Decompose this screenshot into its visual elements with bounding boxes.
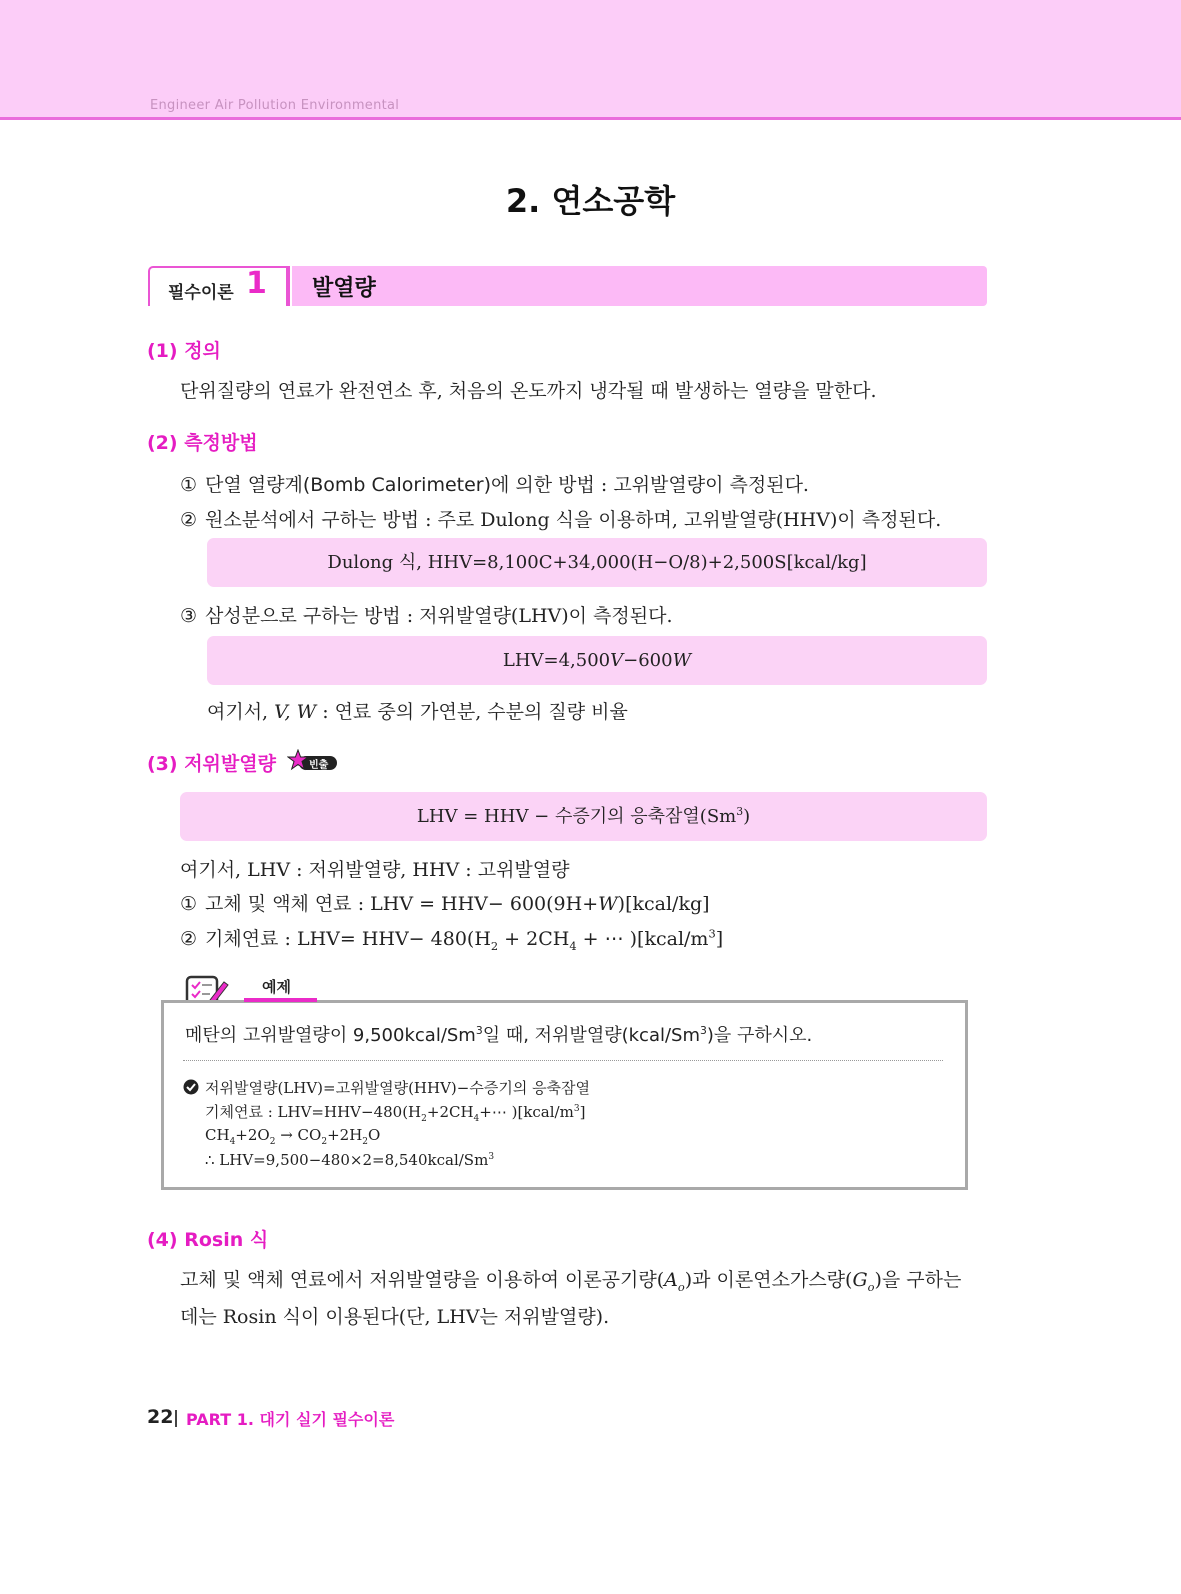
formula-sup: 3 — [736, 805, 744, 818]
formula-var-w: W — [598, 893, 618, 915]
question-sup: 3 — [475, 1024, 483, 1037]
answer-part: : LHV=HHV−480(H — [262, 1103, 422, 1121]
section-separator — [286, 266, 290, 306]
formula-part: : LHV= HHV− 480(H — [278, 928, 491, 950]
note-part: : 연료 중의 가연분, 수분의 질량 비율 — [316, 701, 628, 723]
rosin-text-1 — [180, 1265, 961, 1292]
answer-sub: 2 — [321, 1137, 328, 1147]
text-part: )을 구하는 — [874, 1269, 962, 1291]
example-label-underline — [244, 998, 317, 1002]
formula-part: ) — [743, 806, 751, 827]
item-label: 기체연료 — [205, 928, 279, 950]
section-title: 발열량 — [312, 276, 376, 301]
formula-part: + 2CH — [498, 928, 570, 950]
item-text: : 고위발열량이 측정된다. — [594, 474, 809, 496]
formula-part: LHV=4,500 — [502, 650, 611, 671]
heading-rosin: (4) Rosin 식 — [147, 1229, 269, 1251]
answer-part: 수증기의 응축잠열 — [469, 1079, 591, 1097]
measurement-item-1 — [180, 470, 809, 497]
answer-part: CH — [205, 1126, 230, 1144]
item-number: ① — [180, 893, 198, 915]
formula-part: −600 — [623, 650, 673, 671]
item-number: ② — [180, 928, 198, 950]
answer-sub: 2 — [421, 1114, 427, 1124]
formula-sub: 2 — [490, 938, 499, 953]
answer-sub: 2 — [269, 1137, 276, 1147]
section-title-bar — [292, 266, 987, 306]
footer-separator — [175, 1410, 177, 1427]
item-label: 원소분석에서 구하는 방법 — [205, 509, 420, 531]
formula-var-w: W — [672, 650, 692, 671]
header-divider — [0, 117, 1181, 120]
answer-sup: 3 — [573, 1104, 580, 1114]
section-label: 필수이론 — [168, 283, 234, 303]
heading-definition: (1) 정의 — [147, 340, 221, 362]
example-divider — [183, 1060, 943, 1061]
question-part: 메탄의 고위발열량이 9,500kcal/Sm — [185, 1025, 476, 1046]
question-sup: 3 — [700, 1024, 707, 1037]
running-title: Engineer Air Pollution Environmental — [150, 98, 400, 113]
answer-part: 고위발열량 — [335, 1079, 409, 1097]
answer-part: +2H — [327, 1126, 363, 1144]
lhv-item-1 — [180, 889, 710, 916]
answer-line-2 — [205, 1101, 585, 1122]
formula-sub: 4 — [569, 938, 577, 953]
note-vars: V, W — [274, 701, 317, 723]
item-label: 단열 열량계(Bomb Calorimeter)에 의한 방법 — [205, 474, 595, 496]
heading-measurement: (2) 측정방법 — [147, 432, 258, 454]
formula-sup: 3 — [708, 926, 716, 941]
formula-part: : LHV = HHV− 600(9H+ — [351, 893, 599, 915]
answer-part: 기체연료 — [205, 1103, 263, 1121]
section-number: 1 — [246, 266, 267, 301]
answer-part: +⋯ )[kcal/m — [479, 1103, 574, 1121]
example-label: 예제 — [262, 978, 291, 996]
note-part: 여기서, — [207, 701, 275, 723]
footer-part-title: PART 1. 대기 실기 필수이론 — [186, 1410, 395, 1429]
answer-line-4 — [205, 1151, 494, 1169]
answer-sup: 3 — [488, 1152, 495, 1162]
text-part: )과 이론연소가스량( — [684, 1269, 853, 1291]
dulong-formula: Dulong 식, HHV=8,100C+34,000(H−O/8)+2,500S[kcal/kg] — [207, 538, 987, 587]
lhv-item-2 — [180, 924, 723, 951]
answer-sub: 4 — [229, 1137, 236, 1147]
frequent-badge-label: 빈출 — [309, 760, 329, 771]
measurement-item-2 — [180, 505, 941, 532]
lhv-three-component-formula — [207, 636, 987, 685]
formula-part: LHV = HHV − 수증기의 응축잠열(Sm — [416, 806, 737, 827]
item-label: 고체 및 액체 연료 — [205, 893, 352, 915]
item-label: 삼성분으로 구하는 방법 — [205, 605, 401, 627]
item-text: : 주로 Dulong 식을 이용하며, 고위발열량(HHV)이 측정된다. — [419, 509, 942, 531]
chapter-title: 2. 연소공학 — [505, 182, 676, 220]
var-sub: o — [677, 1279, 685, 1294]
answer-line-1 — [183, 1077, 590, 1098]
answer-sub: 4 — [473, 1114, 480, 1124]
answer-part: ∴ LHV=9,500−480×2=8,540kcal/Sm — [205, 1151, 489, 1169]
answer-part: +2O — [235, 1126, 270, 1144]
answer-part: O — [368, 1126, 381, 1144]
item-text: : 저위발열량(LHV)이 측정된다. — [400, 605, 673, 627]
heading-lhv: (3) 저위발열량 — [147, 753, 276, 775]
answer-part: 저위발열량 — [205, 1079, 278, 1097]
item-number: ③ — [180, 605, 198, 627]
formula-part: ] — [715, 928, 724, 950]
var-go: G — [852, 1269, 868, 1291]
example-question — [185, 1021, 812, 1047]
answer-part: (LHV)= — [277, 1079, 336, 1097]
lhv-main-formula — [180, 792, 987, 841]
formula-part: + ⋯ )[kcal/m — [576, 928, 709, 950]
answer-part: +2CH — [426, 1103, 474, 1121]
item-number: ② — [180, 509, 198, 531]
var-sub: o — [867, 1279, 875, 1294]
rosin-text-2: 데는 Rosin 식이 이용된다(단, LHV는 저위발열량). — [180, 1306, 610, 1328]
lhv-where: 여기서, LHV : 저위발열량, HHV : 고위발열량 — [180, 859, 570, 881]
answer-part: (HHV)− — [408, 1079, 470, 1097]
definition-text: 단위질량의 연료가 완전연소 후, 처음의 온도까지 냉각될 때 발생하는 열량을 말한다. — [180, 380, 877, 402]
formula-var-v: V — [610, 650, 624, 671]
question-part: 일 때, 저위발열량(kcal/Sm — [482, 1025, 700, 1046]
answer-part: ] — [579, 1103, 586, 1121]
answer-part: → CO — [275, 1126, 322, 1144]
answer-sub: 2 — [362, 1137, 369, 1147]
frequent-badge — [287, 749, 339, 773]
var-ao: A — [664, 1269, 678, 1291]
formula-part: )[kcal/kg] — [617, 893, 710, 915]
text-part: 고체 및 액체 연료에서 저위발열량을 이용하여 이론공기량( — [180, 1269, 665, 1291]
answer-line-3 — [205, 1126, 381, 1147]
page-number: 22 — [147, 1406, 174, 1428]
variable-note — [207, 697, 628, 724]
measurement-item-3 — [180, 601, 673, 628]
item-number: ① — [180, 474, 198, 496]
check-icon — [183, 1079, 199, 1095]
question-part: )을 구하시오. — [706, 1025, 813, 1046]
